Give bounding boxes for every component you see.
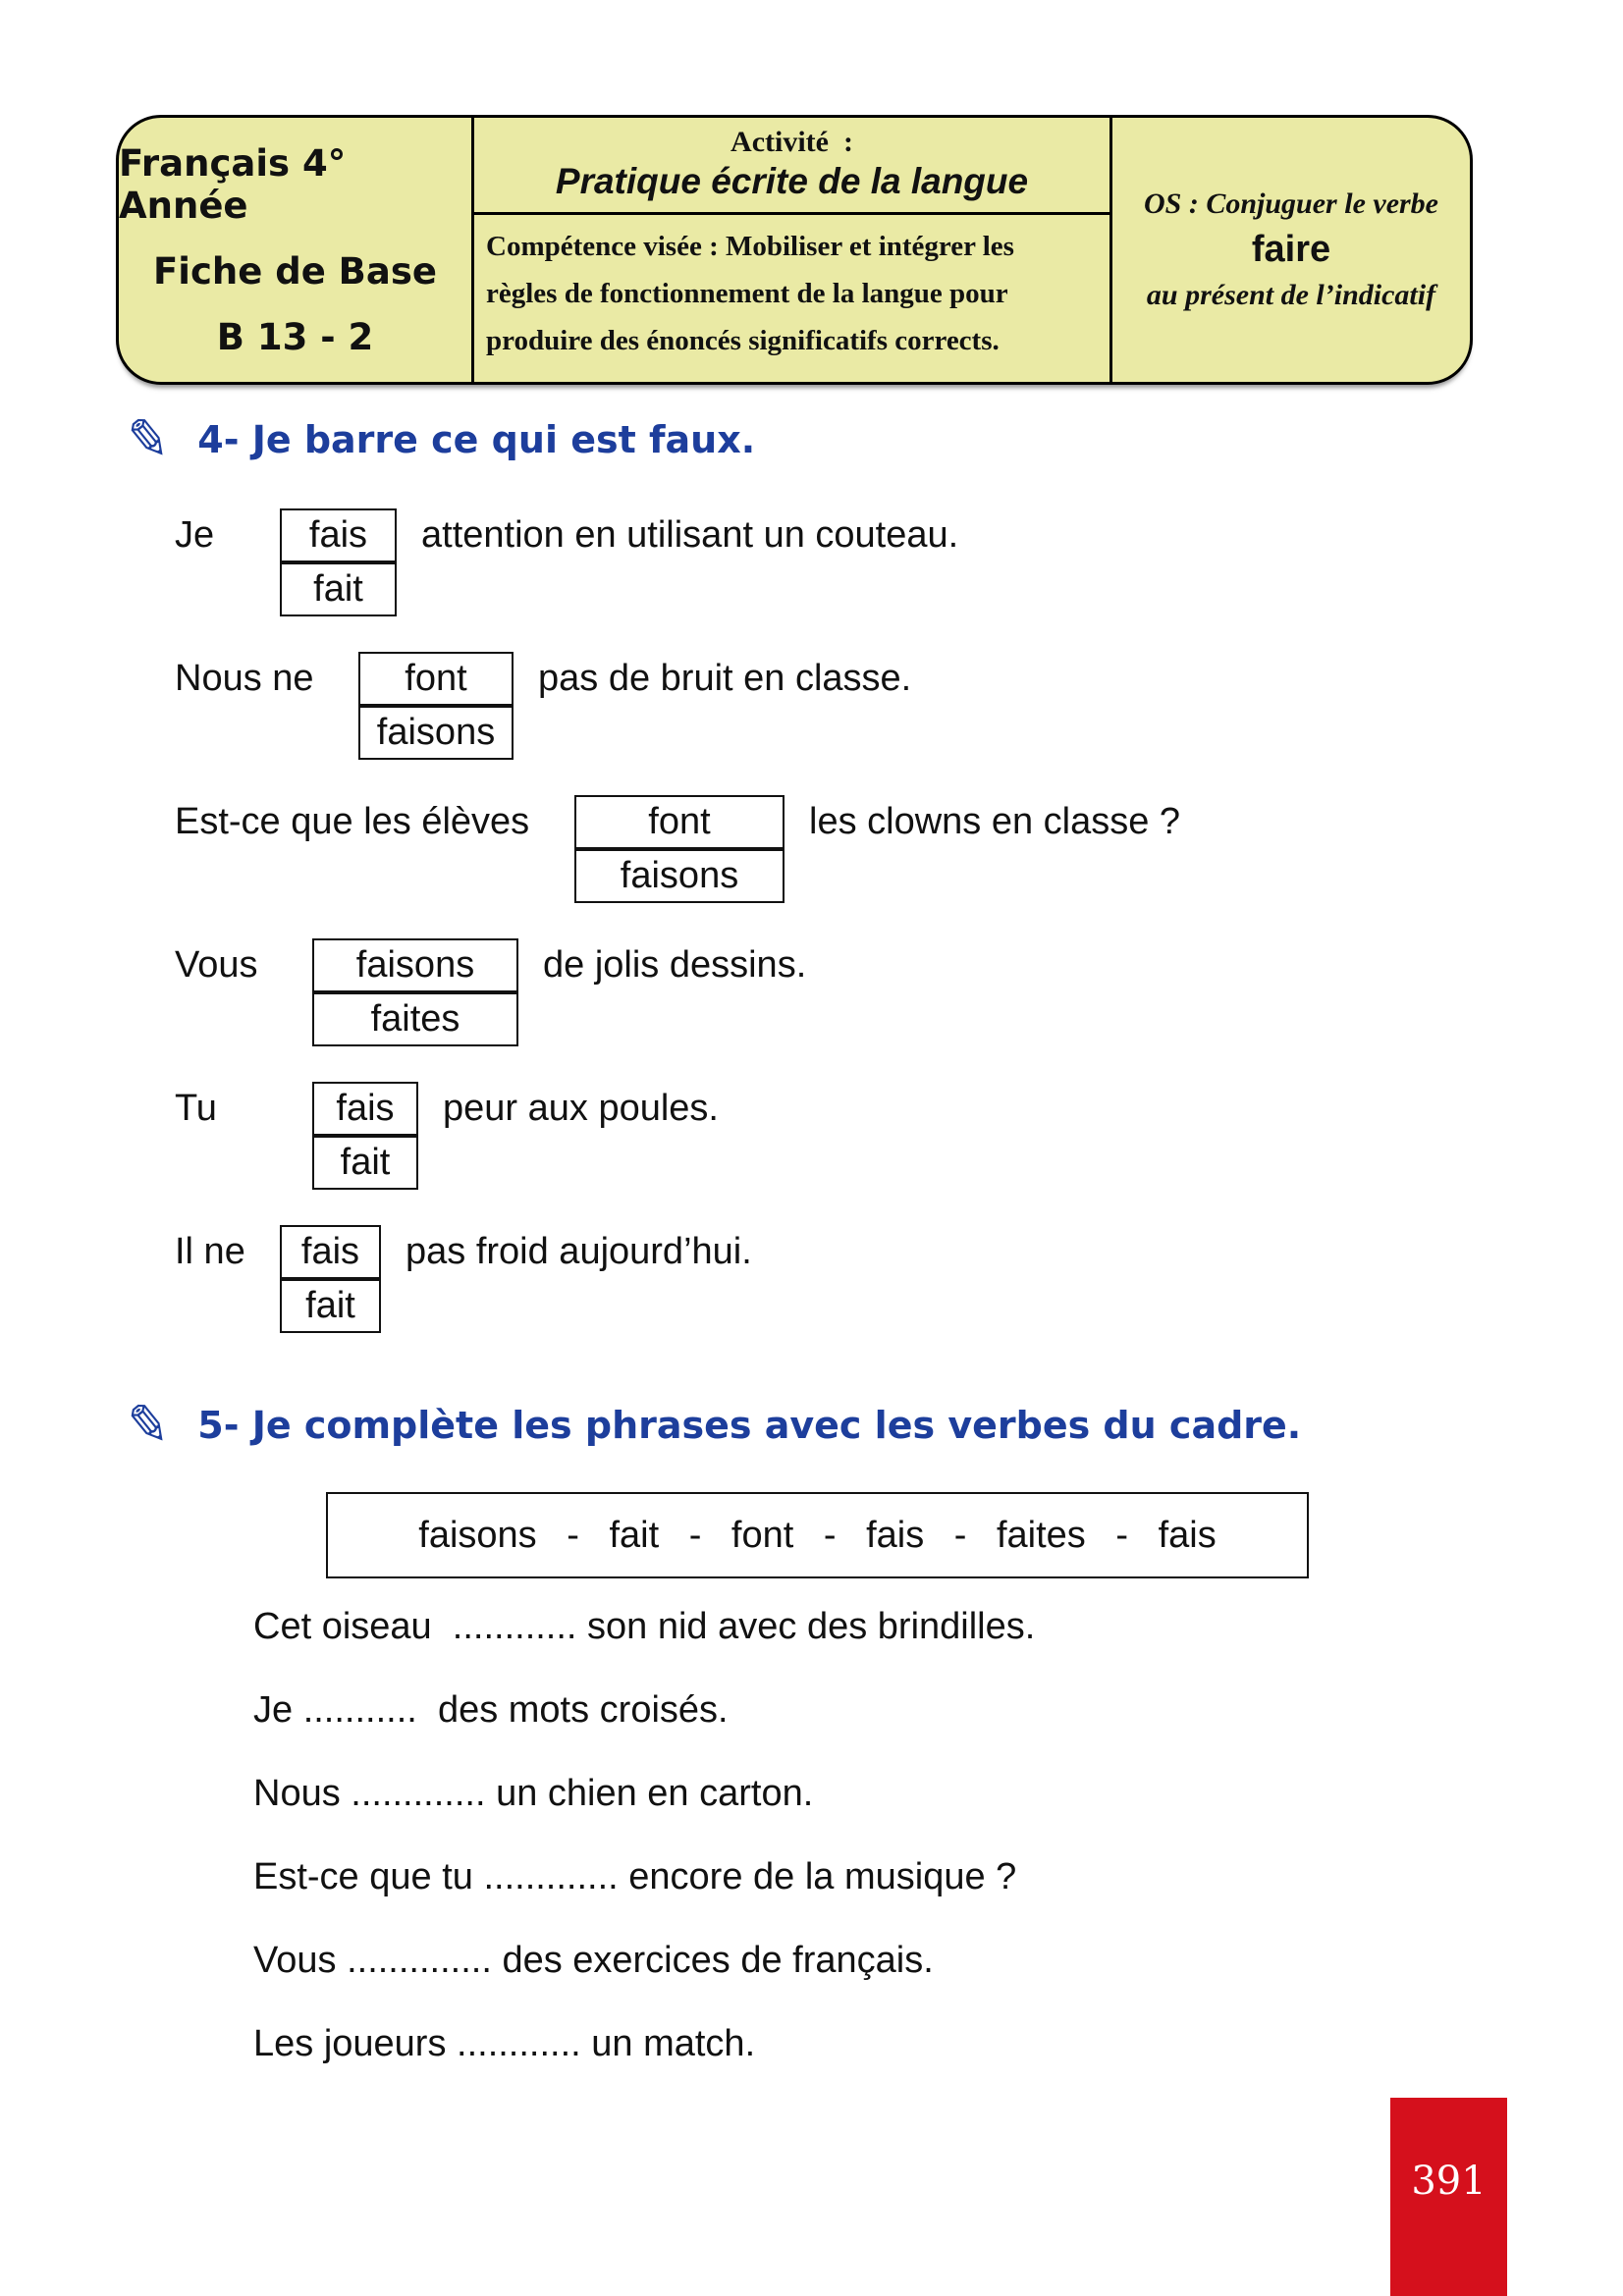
competence-line: produire des énoncés significatifs corrects.: [486, 325, 1000, 356]
pencil-icon: ✎: [122, 1393, 174, 1458]
objective-verb: faire: [1251, 229, 1331, 270]
choice-bottom[interactable]: fait: [340, 1142, 391, 1183]
exercise5-title-row: [122, 1393, 1302, 1458]
header-right-cell: [1112, 118, 1470, 382]
choice-box[interactable]: [312, 1082, 418, 1190]
choice-bottom[interactable]: fait: [313, 568, 363, 610]
fill-in-sentence: Est-ce que tu ............. encore de la musique ?: [253, 1856, 1017, 1897]
sentence-before: Tu: [175, 1088, 217, 1129]
header-middle-cell: [474, 118, 1112, 382]
sentence-after: de jolis dessins.: [543, 944, 807, 986]
choice-top[interactable]: font: [360, 654, 512, 708]
sentence-after: pas froid aujourd’hui.: [406, 1231, 752, 1272]
choice-sentence: [175, 508, 1180, 616]
choice-bottom[interactable]: faisons: [376, 712, 496, 753]
sentence-after: pas de bruit en classe.: [538, 658, 912, 699]
competence-line: Compétence visée : Mobiliser et intégrer les: [486, 231, 1014, 262]
pencil-icon: ✎: [122, 407, 174, 472]
choice-top[interactable]: fais: [314, 1084, 416, 1138]
header-divider-rule: [474, 212, 1109, 215]
header-card: [116, 115, 1473, 385]
page-number: 391: [1411, 2159, 1487, 2204]
sentence-before: Nous ne: [175, 658, 314, 699]
choice-sentence: [175, 1225, 1180, 1333]
page-number-box: [1390, 2098, 1507, 2296]
exercise5-sentences: [253, 1608, 1035, 2109]
exercise5-title: 5- Je complète les phrases avec les verbes du cadre.: [197, 1404, 1302, 1447]
sentence-after: peur aux poules.: [443, 1088, 719, 1129]
fill-in-sentence: Vous .............. des exercices de français.: [253, 1940, 934, 1981]
choice-bottom[interactable]: faites: [370, 998, 460, 1040]
sentence-after: attention en utilisant un couteau.: [421, 514, 959, 556]
choice-box[interactable]: [280, 1225, 381, 1333]
choice-sentence: [175, 795, 1180, 903]
sentence-before: Vous: [175, 944, 258, 986]
competence-line: règles de fonctionnement de la langue pour: [486, 278, 1008, 309]
exercise4-items: [175, 508, 1180, 1368]
choice-top[interactable]: fais: [282, 510, 395, 564]
fill-in-sentence: Je ........... des mots croisés.: [253, 1689, 729, 1731]
choice-top[interactable]: fais: [282, 1227, 379, 1281]
choice-box[interactable]: [574, 795, 784, 903]
activity-label: Activité :: [730, 126, 853, 158]
choice-box[interactable]: [280, 508, 397, 616]
objective-line: OS : Conjuguer le verbe: [1144, 187, 1438, 220]
fill-in-sentence: Les joueurs ............ un match.: [253, 2023, 756, 2064]
choice-top[interactable]: font: [576, 797, 783, 851]
header-left-cell: [119, 118, 474, 382]
fill-in-sentence: Nous ............. un chien en carton.: [253, 1773, 814, 1814]
activity-title: Pratique écrite de la langue: [555, 161, 1029, 201]
sentence-before: Est-ce que les élèves: [175, 801, 530, 842]
course-name: Français 4° Année: [119, 141, 347, 227]
fill-in-sentence: Cet oiseau ............ son nid avec des brindilles.: [253, 1606, 1036, 1647]
choice-box[interactable]: [358, 652, 514, 760]
sentence-after: les clowns en classe ?: [809, 801, 1181, 842]
exercise4-title-row: [122, 407, 756, 472]
choice-sentence: [175, 1082, 1180, 1190]
sheet-code: B 13 - 2: [216, 315, 374, 358]
choice-bottom[interactable]: fait: [305, 1285, 355, 1326]
word-bank-words: faisons - fait - font - fais - faites - fais: [418, 1514, 1217, 1556]
sheet-type: Fiche de Base: [153, 249, 437, 293]
choice-sentence: [175, 652, 1180, 760]
sentence-before: Il ne: [175, 1231, 245, 1272]
choice-bottom[interactable]: faisons: [620, 855, 739, 896]
exercise4-title: 4- Je barre ce qui est faux.: [197, 418, 756, 461]
choice-sentence: [175, 938, 1180, 1046]
objective-tense: au présent de l’indicatif: [1146, 279, 1436, 311]
choice-top[interactable]: faisons: [314, 940, 516, 994]
word-bank-box: [326, 1492, 1309, 1578]
choice-box[interactable]: [312, 938, 518, 1046]
sentence-before: Je: [175, 514, 215, 556]
